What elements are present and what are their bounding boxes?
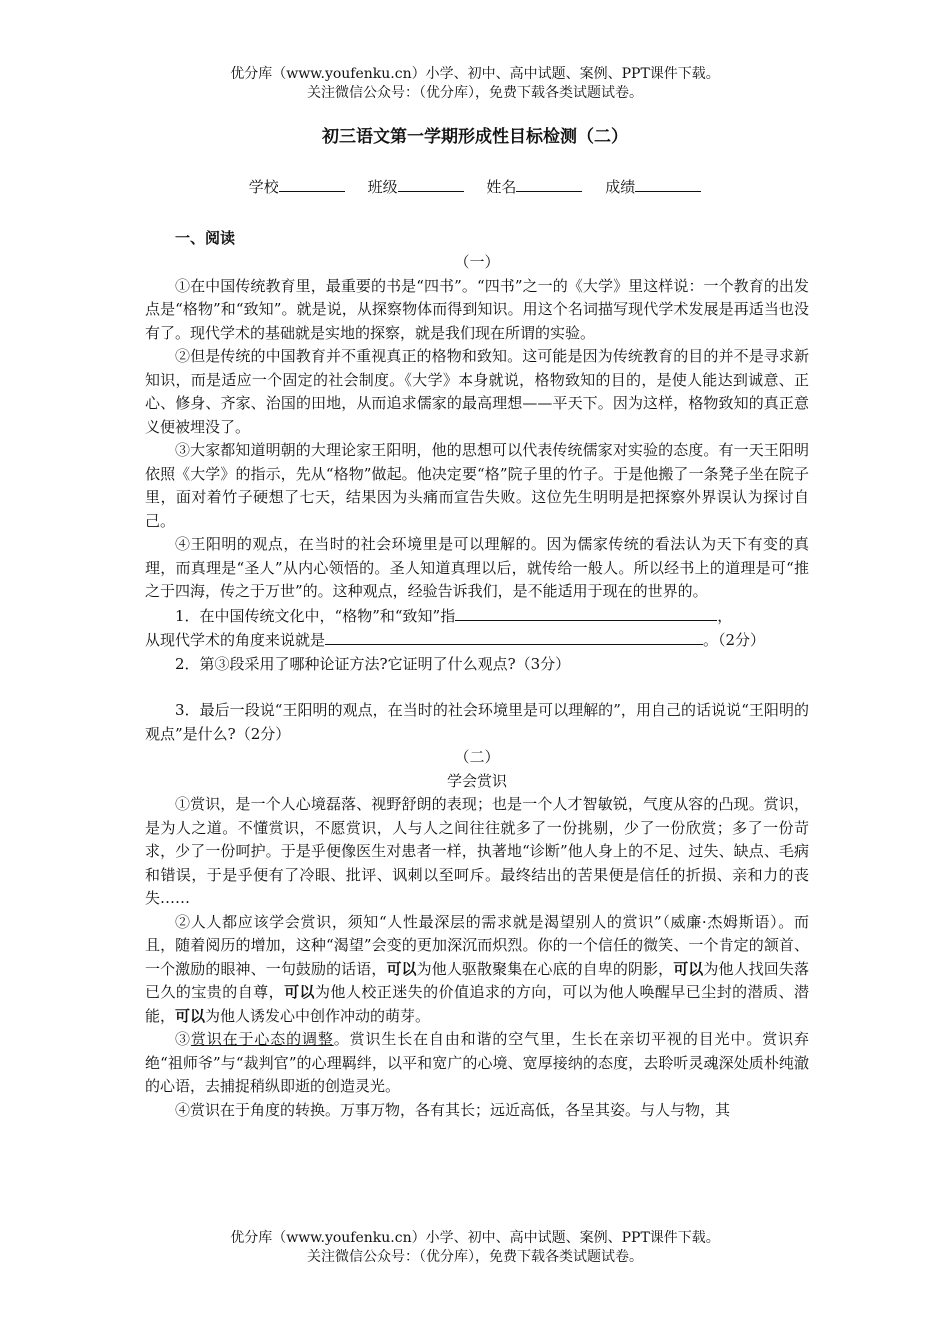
page-footer <box>0 1229 950 1267</box>
footer-line-2: 关注微信公众号：（优分库），免费下载各类试题试卷。 <box>307 1249 643 1265</box>
part-one-label: （一） <box>454 253 500 271</box>
keyword-keyi: 可以 <box>284 983 315 1001</box>
page-header <box>0 65 950 103</box>
question-3: 3．最后一段说“王阳明的观点，在当时的社会环境里是可以理解的”，用自己的话说说“王阳明的观点”是什么?（2分） <box>145 701 809 743</box>
section-heading-reading: 一、阅读 <box>175 229 236 247</box>
document-title: 初三语文第一学期形成性目标检测（二） <box>322 127 628 147</box>
keyword-keyi: 可以 <box>673 959 704 978</box>
question-2: 2．第③段采用了哪种论证方法?它证明了什么观点?（3分） <box>175 654 571 673</box>
footer-line-1: 优分库（www.youfenku.cn）小学、初中、高中试题、案例、PPT课件下载。 <box>230 1230 720 1246</box>
passage-one-paragraph-1: ①在中国传统教育里，最重要的书是“四书”。“四书”之一的《大学》里这样说：一个教育的出发点是“格物”和“致知”。就是说，从探察物体而得到知识。用这个名词描写现代学术发展是再适当也没有了。现代学术的基础就是实地的探察，就是我们现在所谓的实验。 <box>145 276 809 342</box>
passage-two-paragraph-4: ④赏识在于角度的转换。万事万物，各有其长；远近高低，各呈其姿。与人与物，其 <box>175 1100 731 1119</box>
question-1: 1．在中国传统文化中，“格物”和“致知”指 ， <box>145 604 809 629</box>
score-field[interactable]: 成绩 <box>605 178 701 196</box>
passage-two-paragraph-1: ①赏识，是一个人心境磊落、视野舒朗的表现；也是一个人才智敏锐，气度从容的凸现。赏识，是为人之道。不懂赏识，不愿赏识，人与人之间往往就多了一份挑剔，少了一份欣赏；多了一份苛求，少了一份呵护。于是乎便像医生对患者一样，执著地“诊断”他人身上的不足、过失、缺点、毛病和错误，于是乎便有了冷眼、批评、讽刺以至呵斥。最终结出的苦果便是信任的折损、亲和力的丧失…… <box>145 795 809 907</box>
keyword-keyi: 可以 <box>386 959 417 978</box>
passage-one-paragraph-2: ②但是传统的中国教育并不重视真正的格物和致知。这可能是因为传统教育的目的并不是寻求新知识，而是适应一个固定的社会制度。《大学》本身就说，格物致知的目的，是使人能达到诚意、正心、修身、齐家、治国的田地，从而追求儒家的最高理想——平天下。因为这样，格物致知的真正意义便被埋没了。 <box>145 347 809 436</box>
passage-two-paragraph-3: ③赏识在于心态的调整。赏识生长在自由和谐的空气里，生长在亲切平视的目光中。赏识弃绝“祖师爷”与“裁判官”的心理羁绊，以平和宽广的心境、宽厚接纳的态度，去聆听灵魂深处质朴纯澈的心语，去捕捉稍纵即逝的创造灵光。 <box>145 1030 809 1095</box>
passage-two-paragraph-2: ②人人都应该学会赏识，须知“人性最深层的需求就是渴望别人的赏识”（威廉·杰姆斯语）。而且，随着阅历的增加，这种“渴望”会变的更加深沉而炽烈。你的一个信任的微笑、一个肯定的颔首、一个激励的眼神、一句鼓励的话语，可以为他人驱散聚集在心底的自卑的阴影，可以为他人找回失落已久的宝贵的自尊，可以为他人校正迷失的价值追求的方向，可以为他人唤醒早已尘封的潜质、潜能，可以为他人诱发心中创作冲动的萌芽。 <box>145 912 809 1025</box>
main-content <box>145 226 809 1122</box>
question-1-line-2: 从现代学术的角度来说就是 。（2分） <box>145 628 809 653</box>
answer-blank-1b[interactable] <box>325 628 703 645</box>
answer-blank-1a[interactable] <box>455 604 717 621</box>
answer-space-2[interactable] <box>145 676 809 699</box>
passage-one-paragraph-3: ③大家都知道明朝的大理论家王阳明，他的思想可以代表传统儒家对实验的态度。有一天王阳明依照《大学》的指示，先从“格物”做起。他决定要“格”院子里的竹子。于是他搬了一条凳子坐在院子里，面对着竹子硬想了七天，结果因为头痛而宣告失败。这位先生明明是把探察外界误认为探讨自己。 <box>145 441 809 530</box>
passage-one-paragraph-4: ④王阳明的观点，在当时的社会环境里是可以理解的。因为儒家传统的看法认为天下有变的真理，而真理是“圣人”从内心领悟的。圣人知道真理以后，就传给一般人。所以经书上的道理是可“推之于四海，传之于万世”的。这种观点，经验告诉我们，是不能适用于现在的世界的。 <box>145 535 809 600</box>
class-field[interactable]: 班级 <box>368 178 464 196</box>
underlined-sentence: 赏识在于心态的调整 <box>190 1030 334 1048</box>
keyword-keyi: 可以 <box>175 1006 206 1025</box>
student-info-fields <box>0 176 950 197</box>
school-field[interactable]: 学校 <box>249 178 345 196</box>
part-two-label: （二） <box>454 748 500 766</box>
header-line-1: 优分库（www.youfenku.cn）小学、初中、高中试题、案例、PPT课件下载。 <box>230 66 720 82</box>
header-line-2: 关注微信公众号：（优分库），免费下载各类试题试卷。 <box>307 85 643 101</box>
passage-two-title: 学会赏识 <box>446 771 507 790</box>
name-field[interactable]: 姓名 <box>486 178 582 196</box>
